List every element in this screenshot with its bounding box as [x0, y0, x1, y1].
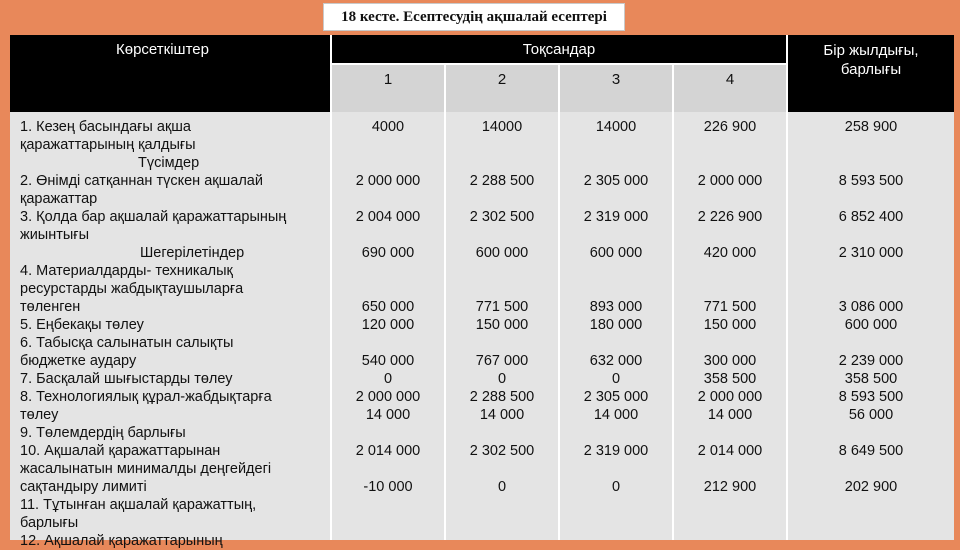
- label-line: 8. Технологиялық құрал-жабдықтарға: [20, 389, 272, 405]
- table-cell: 2 014 000: [697, 443, 763, 459]
- year-total-values-column: [788, 112, 954, 540]
- label-line: төленген: [20, 299, 81, 315]
- label-line: 1. Кезең басындағы ақша: [20, 119, 191, 135]
- label-line: 12. Ақшалай қаражаттарының: [20, 533, 223, 549]
- table-cell: 2 319 000: [583, 443, 649, 459]
- table-cell: 14 000: [707, 407, 753, 423]
- label-line: сақтандыру лимиті: [20, 479, 147, 495]
- table-cell: 2 302 500: [469, 443, 535, 459]
- table-cell: 14 000: [365, 407, 411, 423]
- cash-budget-table: [10, 35, 954, 549]
- table-cell: 420 000: [703, 245, 757, 261]
- indicator-labels-column: [10, 112, 330, 549]
- table-cell: 358 500: [703, 371, 757, 387]
- quarter-4-values-column: [674, 112, 786, 540]
- table-cell: 202 900: [844, 479, 898, 495]
- table-cell: 0: [497, 479, 507, 495]
- label-line: ресурстарды жабдықтаушыларға: [20, 281, 244, 297]
- table-cell: 2 000 000: [355, 173, 421, 189]
- table-cell: 2 319 000: [583, 209, 649, 225]
- table-cell: 150 000: [475, 317, 529, 333]
- header-indicators: [10, 35, 330, 112]
- label-line: 5. Еңбекақы төлеу: [20, 317, 144, 333]
- table-cell: 767 000: [475, 353, 529, 369]
- table-title: 18 кесте. Есептесудің ақшалай есептері: [323, 3, 625, 31]
- table-cell: 2 004 000: [355, 209, 421, 225]
- table-cell: 0: [611, 479, 621, 495]
- table-cell: 600 000: [589, 245, 643, 261]
- table-cell: 180 000: [589, 317, 643, 333]
- quarter-2-values-column: [446, 112, 558, 540]
- header-year-total-line1: Бір жылдығы,: [823, 42, 919, 59]
- table-cell: 632 000: [589, 353, 643, 369]
- table-cell: 540 000: [361, 353, 415, 369]
- table-cell: 3 086 000: [838, 299, 904, 315]
- label-line: 6. Табысқа салынатын салықты: [20, 335, 234, 351]
- quarter-1-label: 1: [383, 71, 393, 88]
- table-cell: 0: [383, 371, 393, 387]
- table-cell: 2 310 000: [838, 245, 904, 261]
- table-cell: 771 500: [703, 299, 757, 315]
- label-line: 4. Материалдарды- техникалық: [20, 263, 233, 279]
- table-cell: 690 000: [361, 245, 415, 261]
- header-quarter-1: [332, 65, 444, 112]
- table-cell: 893 000: [589, 299, 643, 315]
- table-cell: 8 649 500: [838, 443, 904, 459]
- table-cell: 2 000 000: [697, 389, 763, 405]
- table-cell: 120 000: [361, 317, 415, 333]
- table-cell: 14000: [481, 119, 523, 135]
- table-cell: 2 239 000: [838, 353, 904, 369]
- table-cell: 600 000: [844, 317, 898, 333]
- table-cell: 56 000: [848, 407, 894, 423]
- header-quarter-4: [674, 65, 786, 112]
- label-line: төлеу: [20, 407, 59, 423]
- header-indicators-label: Көрсеткіштер: [116, 41, 209, 58]
- table-cell: 2 288 500: [469, 173, 535, 189]
- quarter-2-label: 2: [497, 71, 507, 88]
- table-cell: 2 288 500: [469, 389, 535, 405]
- quarter-1-values-column: [332, 112, 444, 540]
- label-line: бюджетке аудару: [20, 353, 137, 369]
- table-cell: 2 305 000: [583, 173, 649, 189]
- label-line: 10. Ақшалай қаражаттарынан: [20, 443, 221, 459]
- table-cell: -10 000: [363, 479, 413, 495]
- table-cell: 14000: [595, 119, 637, 135]
- label-line: жиынтығы: [20, 227, 90, 243]
- section-heading-deductions: Шегерілетіндер: [140, 245, 245, 261]
- table-cell: 650 000: [361, 299, 415, 315]
- table-cell: 4000: [371, 119, 405, 135]
- label-line: 11. Тұтынған ақшалай қаражаттың,: [20, 497, 257, 513]
- table-cell: 2 014 000: [355, 443, 421, 459]
- header-quarters: [332, 35, 786, 63]
- table-cell: 771 500: [475, 299, 529, 315]
- table-cell: 6 852 400: [838, 209, 904, 225]
- table-cell: 358 500: [844, 371, 898, 387]
- table-cell: 2 000 000: [697, 173, 763, 189]
- label-line: қаражаттар: [20, 191, 98, 207]
- table-cell: 2 305 000: [583, 389, 649, 405]
- section-heading-receipts: Түсімдер: [138, 155, 200, 171]
- header-year-total: [788, 35, 954, 112]
- label-line: жасалынатын минималды деңгейдегі: [20, 461, 272, 477]
- table-cell: 14 000: [593, 407, 639, 423]
- label-line: 3. Қолда бар ақшалай қаражаттарының: [20, 209, 287, 225]
- label-line: 9. Төлемдердің барлығы: [20, 425, 186, 441]
- header-quarters-label: Тоқсандар: [522, 41, 596, 58]
- header-year-total-line2: барлығы: [840, 61, 902, 78]
- table-cell: 0: [611, 371, 621, 387]
- table-cell: 300 000: [703, 353, 757, 369]
- label-line: барлығы: [20, 515, 79, 531]
- table-cell: 2 226 900: [697, 209, 763, 225]
- table-cell: 600 000: [475, 245, 529, 261]
- header-quarter-2: [446, 65, 558, 112]
- table-cell: 8 593 500: [838, 173, 904, 189]
- table-cell: 0: [497, 371, 507, 387]
- quarter-3-label: 3: [611, 71, 621, 88]
- table-cell: 212 900: [703, 479, 757, 495]
- table-cell: 14 000: [479, 407, 525, 423]
- table-cell: 150 000: [703, 317, 757, 333]
- quarter-4-label: 4: [725, 71, 735, 88]
- table-cell: 2 302 500: [469, 209, 535, 225]
- table-cell: 8 593 500: [838, 389, 904, 405]
- header-quarter-3: [560, 65, 672, 112]
- table-cell: 258 900: [844, 119, 898, 135]
- table-cell: 226 900: [703, 119, 757, 135]
- label-line: қаражаттарының қалдығы: [20, 137, 196, 153]
- label-line: 7. Басқалай шығыстарды төлеу: [20, 371, 233, 387]
- table-cell: 2 000 000: [355, 389, 421, 405]
- label-line: 2. Өнімді сатқаннан түскен ақшалай: [20, 173, 263, 189]
- quarter-3-values-column: [560, 112, 672, 540]
